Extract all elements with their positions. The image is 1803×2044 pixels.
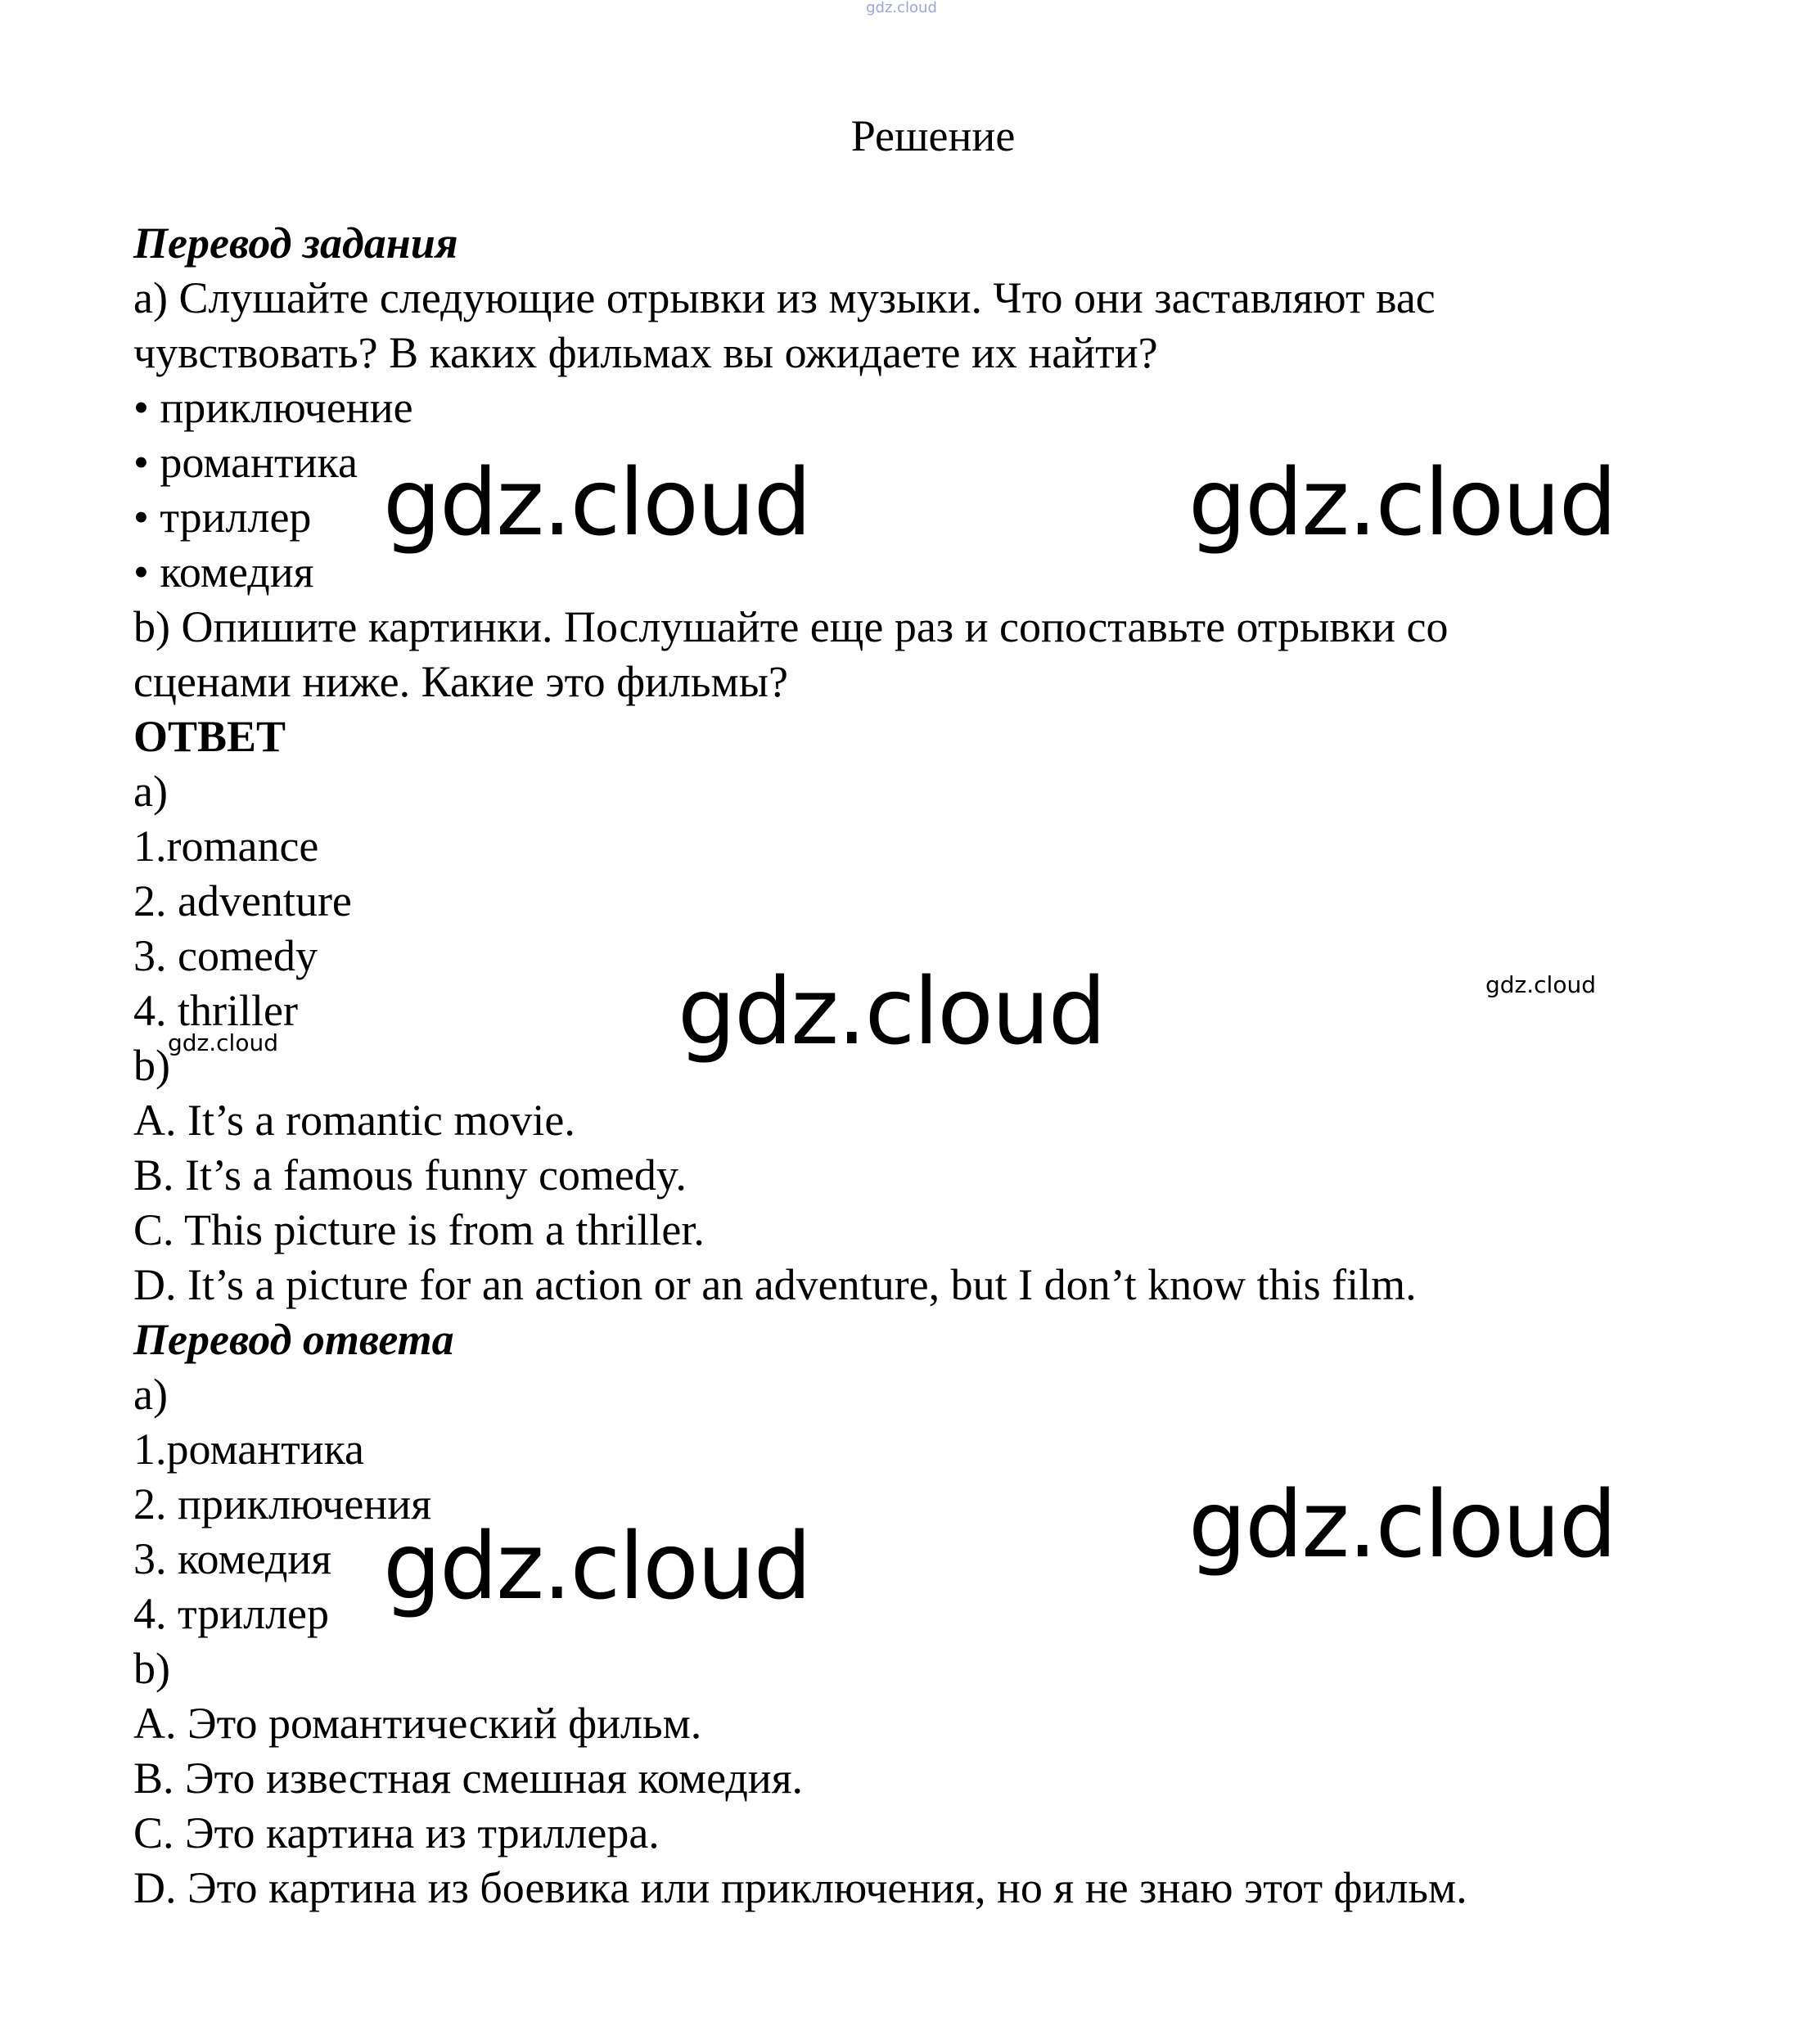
genre-item: • триллер (133, 493, 312, 542)
answer-heading: ОТВЕТ (133, 712, 286, 761)
genre-item: • романтика (133, 438, 358, 487)
watermark: gdz.cloud (1485, 971, 1596, 998)
answer-b-item: B. It’s a famous funny comedy. (133, 1150, 687, 1200)
answer-a-item: 4. thriller (133, 986, 298, 1035)
header-watermark: gdz.cloud (866, 0, 937, 16)
translation-a-label: a) (133, 1370, 168, 1419)
page-title: Решение (850, 111, 1016, 160)
translation-b-item: D. Это картина из боевика или приключения, но я не знаю этот фильм. (133, 1863, 1467, 1912)
watermark: gdz.cloud (168, 1029, 278, 1056)
translation-b-label: b) (133, 1644, 170, 1693)
translation-b-item: C. Это картина из триллера. (133, 1808, 660, 1857)
translation-b-item: A. Это романтический фильм. (133, 1699, 702, 1748)
genre-item: • комедия (133, 547, 314, 597)
answer-a-item: 3. comedy (133, 931, 318, 980)
genre-item: • приключение (133, 383, 413, 432)
answer-b-label: b) (133, 1041, 170, 1090)
translation-a-item: 1.романтика (133, 1425, 365, 1474)
task-translation-heading: Перевод задания (133, 218, 458, 268)
translation-b-item: B. Это известная смешная комедия. (133, 1754, 804, 1803)
answer-a-label: a) (133, 767, 168, 816)
watermark: gdz.cloud (1188, 1472, 1616, 1578)
translation-a-item: 3. комедия (133, 1534, 332, 1583)
answer-b-item: C. This picture is from a thriller. (133, 1205, 705, 1254)
answer-b-item: A. It’s a romantic movie. (133, 1096, 575, 1145)
watermark: gdz.cloud (1188, 450, 1616, 556)
task-b-line-2: сценами ниже. Какие это фильмы? (133, 657, 788, 706)
answer-a-item: 2. adventure (133, 876, 352, 925)
answer-b-item: D. It’s a picture for an action or an adventure, but I don’t know this film. (133, 1260, 1417, 1309)
answer-translation-heading: Перевод ответа (133, 1315, 454, 1364)
translation-a-item: 4. триллер (133, 1589, 330, 1638)
task-b-line-1: b) Опишите картинки. Послушайте еще раз и сопоставьте отрывки со (133, 602, 1449, 651)
watermark: gdz.cloud (383, 450, 810, 556)
answer-a-item: 1.romance (133, 822, 319, 871)
translation-a-item: 2. приключения (133, 1479, 432, 1528)
watermark: gdz.cloud (678, 959, 1105, 1065)
task-a-line-2: чувствовать? В каких фильмах вы ожидаете их найти? (133, 328, 1158, 377)
task-a-line-1: а) Слушайте следующие отрывки из музыки. Что они заставляют вас (133, 273, 1436, 322)
watermark: gdz.cloud (383, 1514, 810, 1620)
